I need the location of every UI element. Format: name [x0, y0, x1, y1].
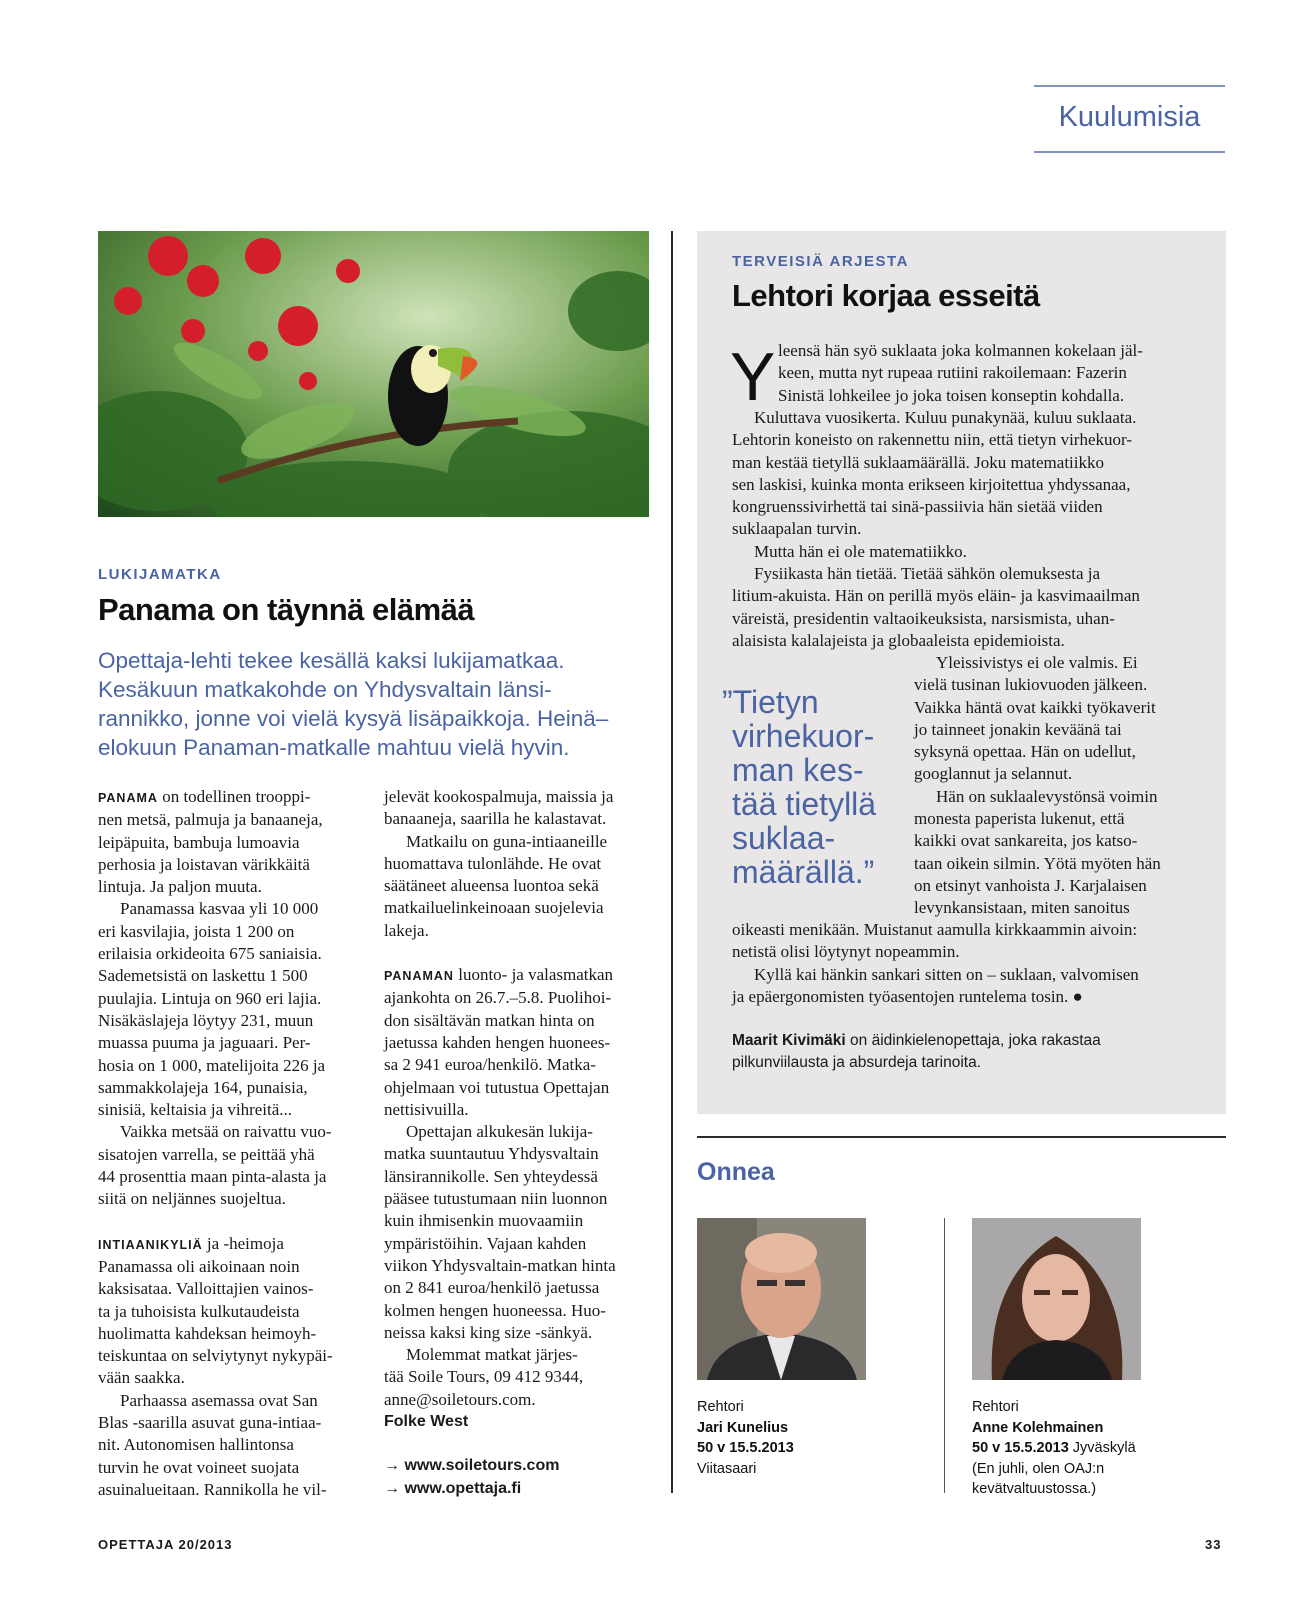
toucan-photo	[98, 231, 649, 517]
portrait-anne-kolehmainen	[972, 1218, 1141, 1380]
right-body-2: oikeasti menikään. Muistanut aamulla kirkkaammin aivoin: netistä olisi löytynyt nopeammin. Kyllä kai hänkin sankari sitten on – suklaan, valvomisen ja epäergonomisten työasentojen runtelema tosin. ●	[732, 920, 1139, 1006]
left-headline: Panama on täynnä elämää	[98, 592, 475, 627]
portrait-divider	[944, 1218, 945, 1493]
author-signature: Folke West	[384, 1413, 469, 1431]
right-body-1: Kuluttava vuosikerta. Kuluu punakynää, kuluu suklaata. Lehtorin koneisto on rakennettu niin, että tietyn virhekuor- man kestää tietyllä suklaamäärällä. Joku matematiikko sen laskisi, kuinka monta erikseen kirjoitettua yhdyssanaa, kongruenssivirhettä tai sinä-passiivia hän sietää viiden suklaapalan turvin. Mutta hän ei ole matematiikko. Fysiikasta hän tietää. Tietää sähkön olemuksesta ja litium-akuista. Hän on perillä myös eläin- ja kasvimaailman väreistä, presidentin valtaoikeuksista, narsismista, uhan- alaisista kalalajeista ja globaaleista epidemioista.	[732, 408, 1140, 650]
pull-quote: ”Tietyn virhekuor- man kes- tää tietyllä suklaa- määrällä.”	[722, 684, 877, 890]
left-lead: Opettaja-lehti tekee kesällä kaksi lukijamatkaa. Kesäkuun matkakohde on Yhdysvaltain länsi- rannikko, jonne voi vielä kysyä lisäpaikkoja. Heinä– elokuun Panaman-matkalle mahtuu vielä hyvin.	[98, 648, 609, 760]
link-opettaja[interactable]: → www.opettaja.fi	[384, 1479, 522, 1497]
section-rule	[697, 1136, 1226, 1138]
caption-anne-kolehmainen: Rehtori Anne Kolehmainen 50 v 15.5.2013 Jyväskylä (En juhli, olen OAJ:n kevätvaltuustossa.)	[972, 1399, 1136, 1497]
portrait-jari-kunelius	[697, 1218, 866, 1380]
footer-magazine: OPETTAJA 20/2013	[98, 1537, 233, 1552]
onnea-heading: Onnea	[697, 1158, 775, 1186]
page-number: 33	[1205, 1537, 1222, 1552]
column-divider	[671, 231, 673, 1493]
drop-cap: Y	[730, 339, 776, 415]
caption-jari-kunelius: Rehtori Jari Kunelius 50 v 15.5.2013 Viitasaari	[697, 1399, 794, 1477]
right-headline: Lehtori korjaa esseitä	[732, 278, 1040, 313]
right-kicker: TERVEISIÄ ARJESTA	[732, 253, 909, 270]
left-column-1: PANAMA on todellinen trooppi- nen metsä, palmuja ja banaaneja, leipäpuita, bambuja lumoavia perhosia ja loistavan värikkäitä lintuja. Ja paljon muuta. Panamassa kasvaa yli 10 000 eri kasvilajia, joista 1 200 on erilaisia orkideoita 675 saniaisia. Sademetsistä on laskettu 1 500 puulajia. Lintuja on 960 eri lajia. Nisäkäslajeja löytyy 231, muun muassa puuma ja jaguaari. Per- hosia on 1 000, matelijoita 226 ja sammakkolajeja 164, punaisia, sinisiä, keltaisia ja vihreitä... Vaikka metsää on raivattu vuo- sisatojen varrella, se peittää yhä 44 prosenttia maan pinta-alasta ja siitä on neljännes suojeltua. INTIAANIKYLIÄ ja -heimoja Panamassa oli aikoinaan noin kaksisataa. Valloittajien vainos- ta ja tuhoisista kulkutaudeista huolimatta kahdeksan heimoyh- teiskuntaa on selviytynyt nykypäi- vään saakka. Parhaassa asemassa ovat San Blas -saarilla asuvat guna-intiaa- nit. Autonomisen hallintonsa turvin he ovat voineet suojata asuinalueitaan. Rannikolla he vil-	[98, 787, 333, 1499]
right-intro: leensä hän syö suklaata joka kolmannen kokelaan jäl- keen, mutta nyt rupeaa rutiini rakoilemaan: Fazerin Sinistä lohkeilee jo joka toisen konseptin kohdalla.	[778, 341, 1143, 405]
link-soiletours[interactable]: → www.soiletours.com	[384, 1457, 560, 1475]
right-body-narrow: Yleissivistys ei ole valmis. Ei vielä tusinan lukiovuoden jälkeen. Vaikka häntä ovat kaikki työkaverit jo tainneet jonakin keväänä tai syksynä opettaa. Hän on udellut, googlannut ja selannut. Hän on suklaalevystönsä voimin monesta paperista lukenut, että kaikki ovat sankareita, jos katso- taan oikein silmin. Yötä myöten hän on etsinyt vanhoista J. Karjalaisen levynkansistaan, miten sanoitus	[914, 653, 1161, 918]
author-bio: Maarit Kivimäki on äidinkielenopettaja, joka rakastaa pilkunviilausta ja absurdeja tarinoita.	[732, 1032, 1101, 1071]
left-column-2: jelevät kookospalmuja, maissia ja banaaneja, saarilla he kalastavat. Matkailu on guna-intiaaneille huomattava tulonlähde. He ovat säätäneet alueensa luontoa sekä matkailuelinkeinoaan suojelevia lakeja. PANAMAN luonto- ja valasmatkan ajankohta on 26.7.–5.8. Puolihoi- don sisältävän matkan hinta on jaetussa kahden hengen huonees- sa 2 941 euroa/henkilö. Matka- ohjelmaan voi tutustua Opettajan nettisivuilla. Opettajan alkukesän lukija- matka suuntautuu Yhdysvaltain länsirannikolle. Sen yhteydessä pääsee tutustumaan niin luonnon kuin ihmisenkin muovaamiin ympäristöihin. Vajaan kahden viikon Yhdysvaltain-matkan hinta on 2 841 euroa/henkilö jaetussa kolmen hengen huoneessa. Huo- neissa kaksi king size -sänkyä. Molemmat matkat järjes- tää Soile Tours, 09 412 9344, anne@soiletours.com. Folke West → www.soiletours.com → www.opettaja.fi	[384, 786, 654, 1500]
end-mark: ●	[1072, 986, 1083, 1006]
section-label: Kuulumisia	[1034, 85, 1225, 153]
left-kicker: LUKIJAMATKA	[98, 566, 222, 583]
